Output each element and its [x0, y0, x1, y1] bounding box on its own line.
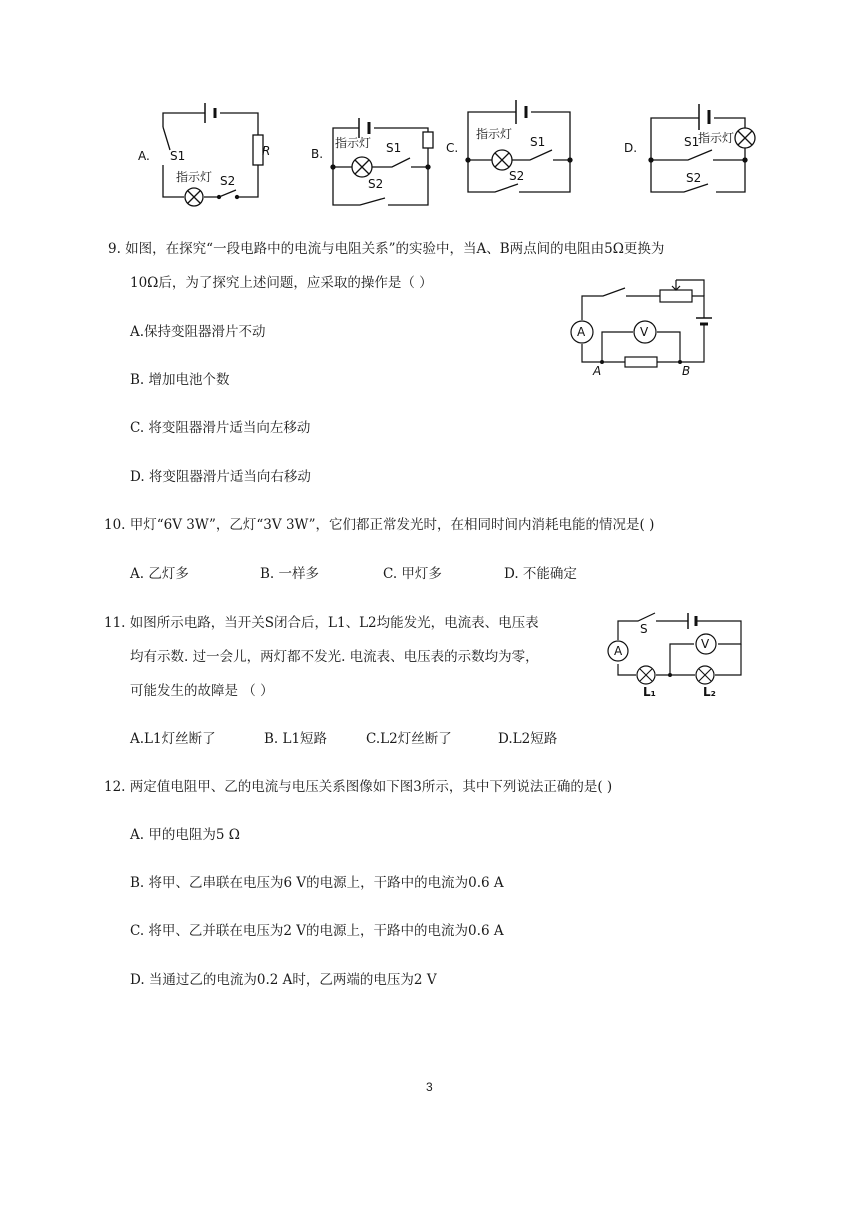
q11-voltmeter-label: V	[701, 637, 710, 651]
option-b-lamp: 指示灯	[335, 136, 372, 150]
option-b-letter: B.	[311, 147, 324, 161]
option-a-s2: S2	[220, 174, 236, 188]
q10-option-d: D. 不能确定	[504, 566, 577, 582]
q12-option-c: C. 将甲、乙并联在电压为2 V的电源上，干路中的电流为0.6 A	[130, 923, 504, 939]
q9-option-d: D. 将变阻器滑片适当向右移动	[130, 469, 311, 485]
q10-option-a: A. 乙灯多	[130, 566, 189, 582]
option-d-s2: S2	[686, 171, 702, 185]
option-a-letter: A.	[138, 149, 150, 163]
q11-option-a: A.L1灯丝断了	[130, 731, 216, 747]
q11-stem-line1: 11. 如图所示电路，当开关S闭合后，L1、L2均能发光，电流表、电压表	[104, 615, 539, 631]
option-a-resistor-label: R	[262, 144, 271, 158]
q11-stem-line3: 可能发生的故障是 （ ）	[130, 683, 274, 699]
q12-option-a: A. 甲的电阻为5 Ω	[130, 827, 240, 843]
q11-l1-label: L₁	[643, 685, 656, 699]
option-b-s1: S1	[386, 141, 402, 155]
option-b-s2: S2	[368, 177, 384, 191]
option-d-lamp: 指示灯	[698, 131, 735, 145]
q10-option-b: B. 一样多	[260, 566, 320, 582]
q12-stem: 12. 两定值电阻甲、乙的电流与电压关系图像如下图3所示，其中下列说法正确的是( )	[104, 779, 613, 795]
q11-ammeter-label: A	[614, 644, 623, 658]
option-c-s1: S1	[530, 135, 546, 149]
q11-option-d: D.L2短路	[498, 731, 558, 747]
q8-circuit-figures	[0, 90, 860, 220]
q9-point-b: B	[682, 364, 691, 378]
option-a-s1: S1	[170, 149, 186, 163]
q9-point-a: A	[593, 364, 602, 378]
q11-stem-line2: 均有示数. 过一会儿，两灯都不发光. 电流表、电压表的示数均为零，	[130, 649, 539, 665]
page-number: 3	[426, 1080, 433, 1094]
q9-voltmeter-label: V	[640, 325, 649, 339]
q9-stem-line1: 9. 如图，在探究“一段电路中的电流与电阻关系”的实验中，当A、B两点间的电阻由5Ω更换为	[108, 241, 665, 257]
q9-stem-line2: 10Ω后，为了探究上述问题，应采取的操作是（ ）	[130, 275, 433, 291]
option-c-lamp: 指示灯	[476, 127, 513, 141]
option-c-s2: S2	[509, 169, 525, 183]
q11-option-b: B. L1短路	[264, 731, 328, 747]
q9-option-b: B. 增加电池个数	[130, 372, 230, 388]
q9-ammeter-label: A	[577, 325, 586, 339]
option-c-letter: C.	[446, 141, 459, 155]
q12-option-d: D. 当通过乙的电流为0.2 A时，乙两端的电压为2 V	[130, 972, 437, 988]
q12-option-b: B. 将甲、乙串联在电压为6 V的电源上，干路中的电流为0.6 A	[130, 875, 504, 891]
q9-option-a: A.保持变阻器滑片不动	[130, 324, 266, 340]
option-a-lamp: 指示灯	[176, 170, 213, 184]
option-d-letter: D.	[624, 141, 638, 155]
q9-option-c: C. 将变阻器滑片适当向左移动	[130, 420, 311, 436]
q10-stem: 10. 甲灯“6V 3W”，乙灯“3V 3W”，它们都正常发光时，在相同时间内消耗电能的情况是( )	[104, 517, 655, 533]
q11-l2-label: L₂	[703, 685, 716, 699]
q11-circuit-figure	[600, 605, 750, 705]
q9-circuit-figure	[560, 270, 720, 380]
q10-option-c: C. 甲灯多	[383, 566, 442, 582]
q11-switch-label: S	[640, 622, 648, 636]
option-d-s1: S1	[684, 135, 700, 149]
q11-option-c: C.L2灯丝断了	[366, 731, 452, 747]
